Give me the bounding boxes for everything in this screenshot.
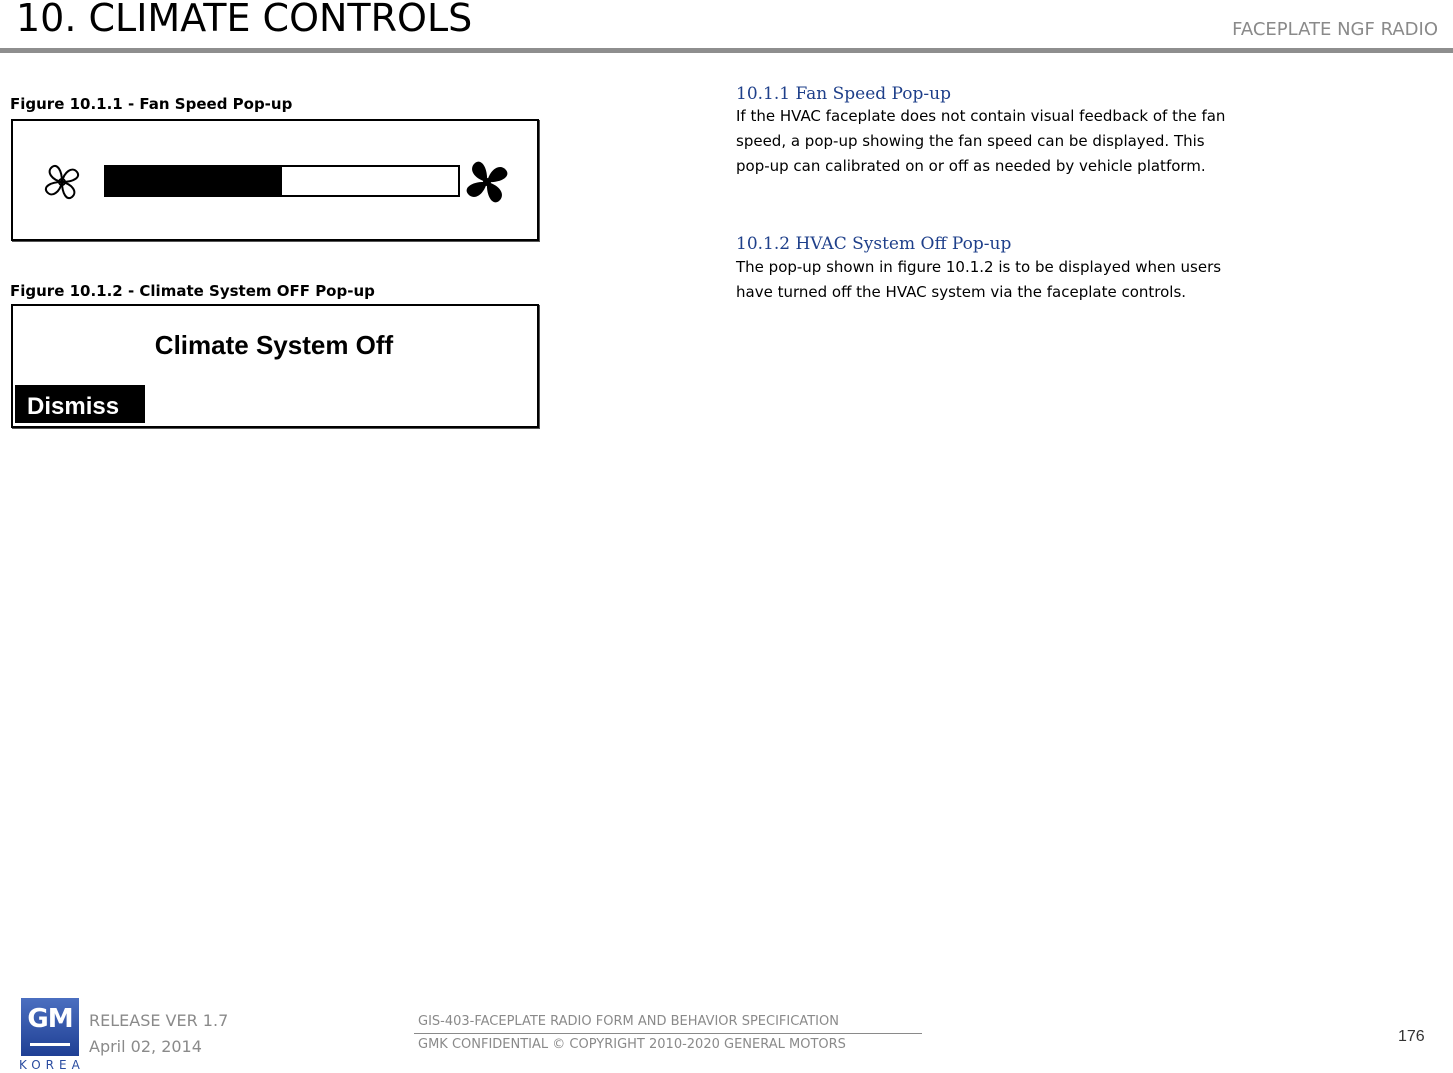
section-heading-hvac-off: 10.1.2 HVAC System Off Pop-up bbox=[736, 234, 1012, 254]
dismiss-button[interactable]: Dismiss bbox=[15, 385, 145, 423]
popup-title: Climate System Off bbox=[154, 330, 394, 360]
logo-subtext: KOREA bbox=[19, 1058, 85, 1072]
gm-logo bbox=[21, 998, 79, 1056]
spec-title: GIS-403-FACEPLATE RADIO FORM AND BEHAVIOR SPECIFICATION bbox=[418, 1014, 839, 1029]
fan-speed-fill bbox=[106, 167, 282, 195]
logo-text: GM bbox=[27, 1004, 73, 1034]
release-date: April 02, 2014 bbox=[89, 1037, 202, 1056]
section-body-fan-speed: If the HVAC faceplate does not contain visual feedback of the fan speed, a pop-up showing the fan speed can be displayed. This pop-up can calibrated on or off as needed by vehicle platform. bbox=[736, 107, 1226, 175]
release-version: RELEASE VER 1.7 bbox=[89, 1011, 229, 1030]
page-number: 176 bbox=[1398, 1028, 1425, 1045]
climate-off-popup bbox=[11, 304, 539, 428]
page-title: 10. CLIMATE CONTROLS bbox=[16, 0, 473, 40]
section-heading-fan-speed: 10.1.1 Fan Speed Pop-up bbox=[736, 84, 951, 104]
section-body-hvac-off: The pop-up shown in figure 10.1.2 is to be displayed when users have turned off the HVAC system via the faceplate controls. bbox=[736, 258, 1222, 301]
logo-underline bbox=[30, 1043, 70, 1046]
document-label: FACEPLATE NGF RADIO bbox=[1232, 19, 1438, 40]
fan-solid-icon bbox=[461, 156, 513, 208]
figure-1-caption: Figure 10.1.1 - Fan Speed Pop-up bbox=[10, 95, 293, 113]
fan-speed-popup bbox=[11, 119, 539, 241]
fan-outline-icon bbox=[40, 160, 84, 204]
fan-speed-bar bbox=[104, 165, 460, 197]
figure-2-caption: Figure 10.1.2 - Climate System OFF Pop-up bbox=[10, 282, 375, 300]
footer-divider bbox=[414, 1033, 922, 1034]
header-divider bbox=[0, 48, 1453, 53]
confidential-notice: GMK CONFIDENTIAL © COPYRIGHT 2010-2020 GENERAL MOTORS bbox=[418, 1037, 846, 1052]
